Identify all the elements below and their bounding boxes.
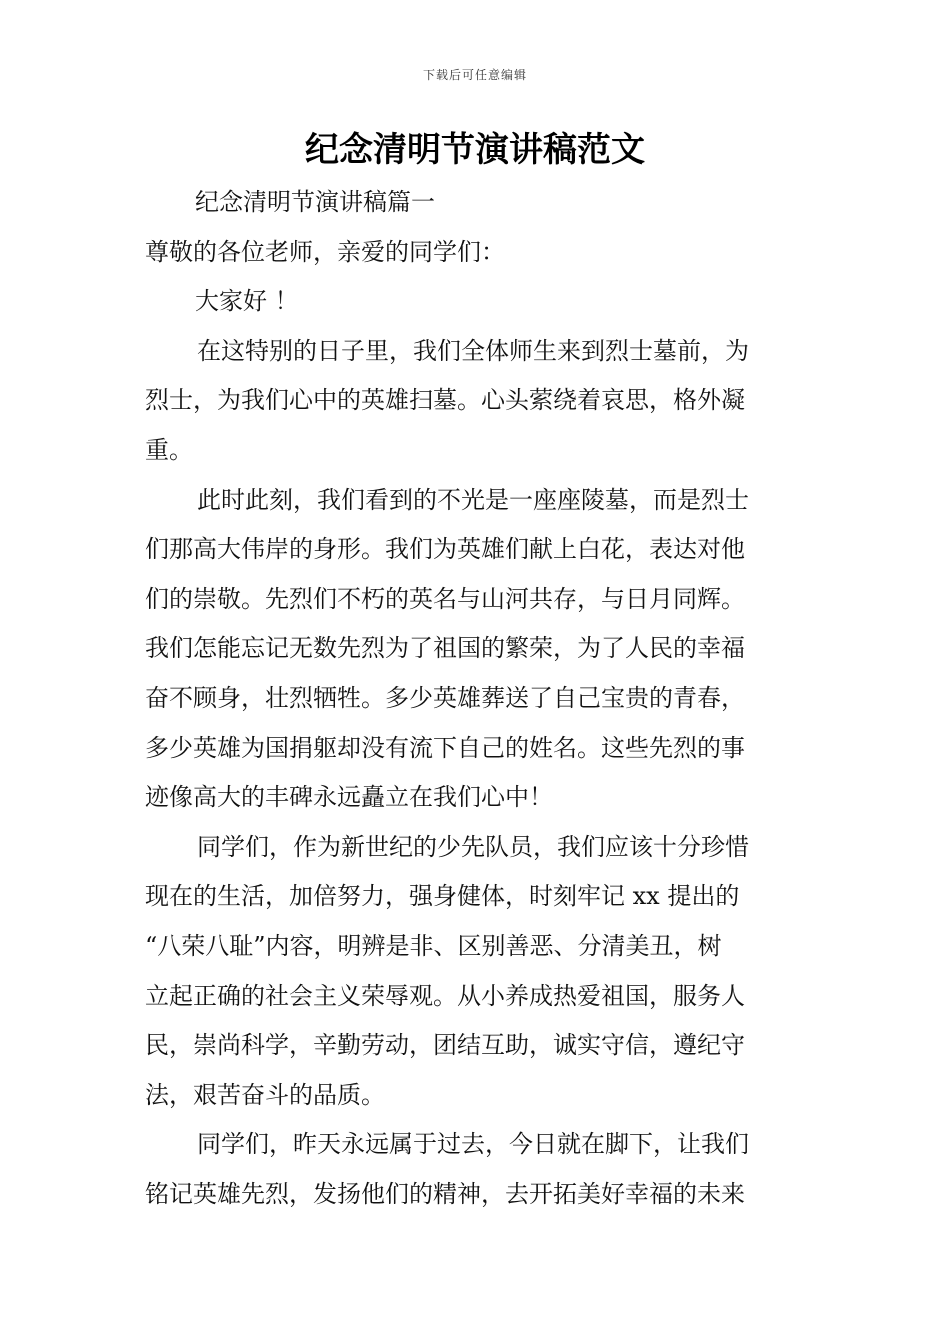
paragraph-line: 多少英雄为国捐躯却没有流下自己的姓名。这些先烈的事 [145,733,745,762]
paragraph-line: “八荣八耻”内容，明辨是非、区别善恶、分清美丑，树 [145,931,722,960]
paragraph-line: 我们怎能忘记无数先烈为了祖国的繁荣，为了人民的幸福 [145,634,745,663]
paragraph-line: 重。 [145,435,193,464]
paragraph-line: 们那高大伟岸的身形。我们为英雄们献上白花，表达对他 [145,535,745,564]
paragraph-line: 同学们，作为新世纪的少先队员，我们应该十分珍惜 [197,832,749,861]
page-title: 纪念清明节演讲稿范文 [305,130,645,170]
paragraph-line: 民，崇尚科学，辛勤劳动，团结互助，诚实守信，遵纪守 [145,1031,745,1060]
paragraph-line: 法，艰苦奋斗的品质。 [145,1080,385,1109]
header-note: 下载后可任意编辑 [422,68,527,82]
paragraph-line: 烈士，为我们心中的英雄扫墓。心头萦绕着哀思，格外凝 [145,386,745,415]
paragraph-line: 迹像高大的丰碑永远矗立在我们心中！ [145,783,553,812]
paragraph-line: 同学们，昨天永远属于过去，今日就在脚下，让我们 [197,1130,749,1159]
salutation: 尊敬的各位老师，亲爱的同学们： [145,237,505,266]
section-heading: 纪念清明节演讲稿篇一 [195,188,435,216]
paragraph-line: 们的崇敬。先烈们不朽的英名与山河共存，与日月同辉。 [145,584,745,613]
paragraph-line: 立起正确的社会主义荣辱观。从小养成热爱祖国，服务人 [145,981,745,1010]
paragraph-line: 铭记英雄先烈，发扬他们的精神，去开拓美好幸福的未来 [145,1179,745,1208]
paragraph-line: 奋不顾身，壮烈牺牲。多少英雄葬送了自己宝贵的青春， [145,683,745,712]
paragraph-line: 现在的生活，加倍努力，强身健体，时刻牢记 xx 提出的 [145,882,740,911]
document-body [145,178,805,1219]
paragraph-line: 此时此刻，我们看到的不光是一座座陵墓，而是烈士 [197,485,749,514]
paragraph-line: 在这特别的日子里，我们全体师生来到烈士墓前，为 [197,336,749,365]
greeting: 大家好 ！ [195,287,299,316]
